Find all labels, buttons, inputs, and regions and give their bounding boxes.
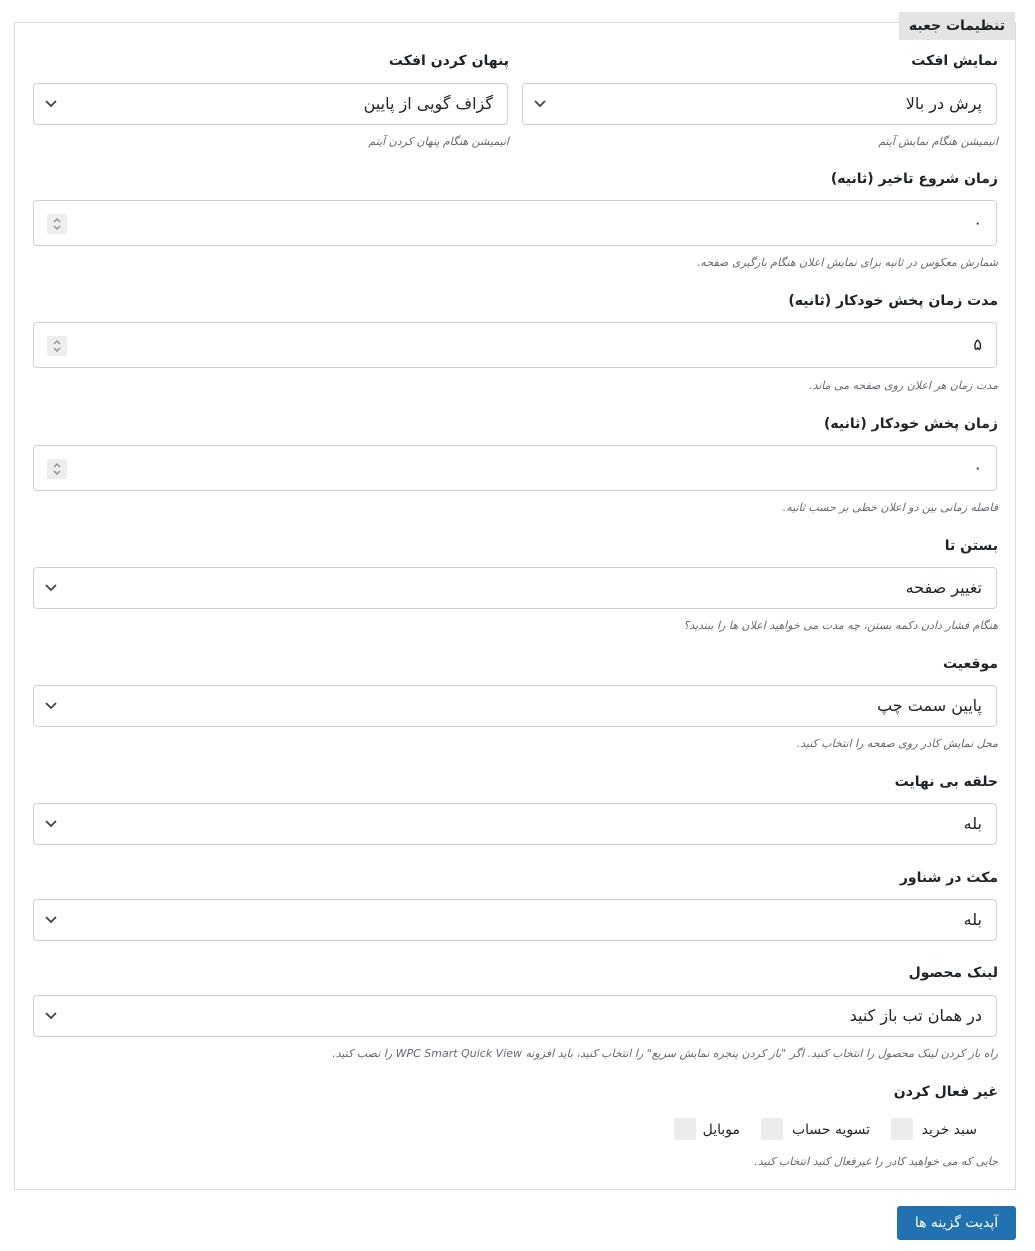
start-delay-hint: شمارش معکوس در ثانیه برای نمایش اعلان هنگام بارگیری صفحه. <box>696 256 998 269</box>
hide-effect-hint: انیمیشن هنگام پنهان کردن آیتم <box>368 135 509 148</box>
infinite-loop-select[interactable] <box>33 803 997 845</box>
close-until-value: تغییر صفحه <box>905 578 982 597</box>
start-delay-input[interactable] <box>33 200 997 246</box>
position-label: موقعیت <box>942 656 998 672</box>
spinner-arrows-icon[interactable] <box>47 459 67 479</box>
close-until-select[interactable] <box>33 567 997 609</box>
hide-effect-select[interactable] <box>33 83 508 125</box>
hide-effect-label: پنهان کردن افکت <box>388 53 509 69</box>
close-until-hint: هنگام فشار دادن دکمه بستن، چه مدت می خواهید اعلان ها را ببندید؟ <box>683 619 998 632</box>
autoplay-duration-input[interactable] <box>33 322 997 368</box>
disable-mobile-checkbox[interactable] <box>674 1118 696 1140</box>
disable-cart-checkbox[interactable] <box>891 1118 913 1140</box>
disable-checkout-checkbox[interactable] <box>761 1118 783 1140</box>
chevron-down-icon <box>42 568 60 608</box>
autoplay-duration-value: ۵ <box>973 335 982 354</box>
start-delay-value: ۰ <box>973 213 982 232</box>
disable-label: غیر فعال کردن <box>893 1084 998 1100</box>
show-effect-label: نمایش افکت <box>911 53 998 69</box>
autoplay-interval-hint: فاصله زمانی بین دو اعلان خطی بر حسب ثانیه. <box>782 501 998 514</box>
product-link-hint: راه باز کردن لینک محصول را انتخاب کنید. اگر "باز کردن پنجره نمایش سریع" را انتخاب کنید، باید افزونه WPC Smart Quick View را نصب کنید. <box>332 1047 998 1060</box>
hide-effect-value: گزاف گویی از پایین <box>363 94 493 113</box>
chevron-down-icon <box>42 804 60 844</box>
close-until-label: بستن تا <box>944 538 998 554</box>
product-link-label: لینک محصول <box>908 965 998 981</box>
autoplay-interval-label: زمان پخش خودکار (ثانیه) <box>824 416 998 432</box>
product-link-select[interactable] <box>33 995 997 1037</box>
pause-on-hover-select[interactable] <box>33 899 997 941</box>
position-value: پایین سمت چپ <box>877 696 982 715</box>
position-select[interactable] <box>33 685 997 727</box>
product-link-value: در همان تب باز کنید <box>849 1006 982 1025</box>
position-hint: محل نمایش کادر روی صفحه را انتخاب کنید. <box>796 737 998 750</box>
update-options-button[interactable]: آپدیت گزینه ها <box>897 1206 1016 1240</box>
infinite-loop-value: بله <box>963 814 982 833</box>
disable-cart-label: سبد خرید <box>921 1122 977 1138</box>
show-effect-select[interactable] <box>522 83 997 125</box>
spinner-arrows-icon[interactable] <box>47 336 67 356</box>
infinite-loop-label: حلقه بی نهایت <box>894 774 998 790</box>
spinner-arrows-icon[interactable] <box>47 214 67 234</box>
chevron-down-icon <box>42 996 60 1036</box>
disable-checkout-label: تسویه حساب <box>791 1122 870 1138</box>
autoplay-interval-value: ۰ <box>973 458 982 477</box>
show-effect-value: پرش در بالا <box>905 94 982 113</box>
autoplay-duration-hint: مدت زمان هر اعلان روی صفحه می ماند. <box>808 379 998 392</box>
disable-hint: جایی که می خواهید کادر را غیرفعال کنید انتخاب کنید. <box>754 1155 998 1168</box>
start-delay-label: زمان شروع تاخیر (ثانیه) <box>830 171 998 187</box>
autoplay-duration-label: مدت زمان پخش خودکار (ثانیه) <box>788 293 998 309</box>
pause-on-hover-value: بله <box>963 910 982 929</box>
show-effect-hint: انیمیشن هنگام نمایش آیتم <box>878 135 998 148</box>
autoplay-interval-input[interactable] <box>33 445 997 491</box>
chevron-down-icon <box>42 900 60 940</box>
disable-mobile-label: موبایل <box>702 1122 740 1138</box>
chevron-down-icon <box>42 686 60 726</box>
pause-on-hover-label: مکث در شناور <box>899 870 998 886</box>
chevron-down-icon <box>42 84 60 124</box>
chevron-down-icon <box>531 84 549 124</box>
section-legend: تنظیمات جعبه <box>899 12 1015 40</box>
